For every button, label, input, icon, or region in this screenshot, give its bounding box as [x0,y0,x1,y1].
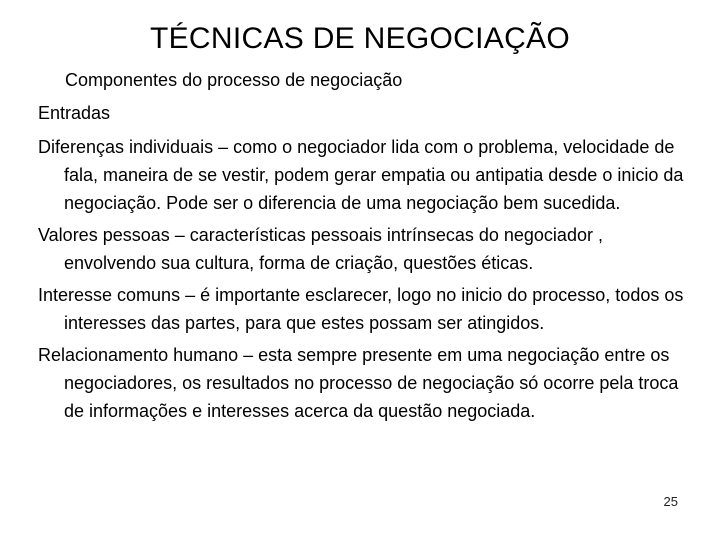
paragraph-diferencas-individuais: Diferenças individuais – como o negociador lida com o problema, velocidade de fala, maneira de se vestir, podem gerar empatia ou antipatia desde o inicio da negociação. Pode ser o diferencia de uma negociação bem sucedida. [38,137,684,213]
paragraph-relacionamento-humano: Relacionamento humano – esta sempre presente em uma negociação entre os negociadores, os resultados no processo de negociação só ocorre pela troca de informações e interesses acerca da questão negociada. [38,345,679,421]
page-number: 25 [663,494,678,509]
paragraph-valores-pessoas: Valores pessoas – características pessoais intrínsecas do negociador , envolvendo sua cultura, forma de criação, questões éticas. [38,225,603,273]
section-heading: Entradas [38,103,111,123]
slide-body [38,99,688,429]
slide-title: TÉCNICAS DE NEGOCIAÇÃO [150,22,570,55]
paragraph-interesse-comuns: Interesse comuns – é importante esclarecer, logo no inicio do processo, todos os interesses das partes, para que estes possam ser atingidos. [38,285,684,333]
slide-subtitle: Componentes do processo de negociação [65,70,403,90]
